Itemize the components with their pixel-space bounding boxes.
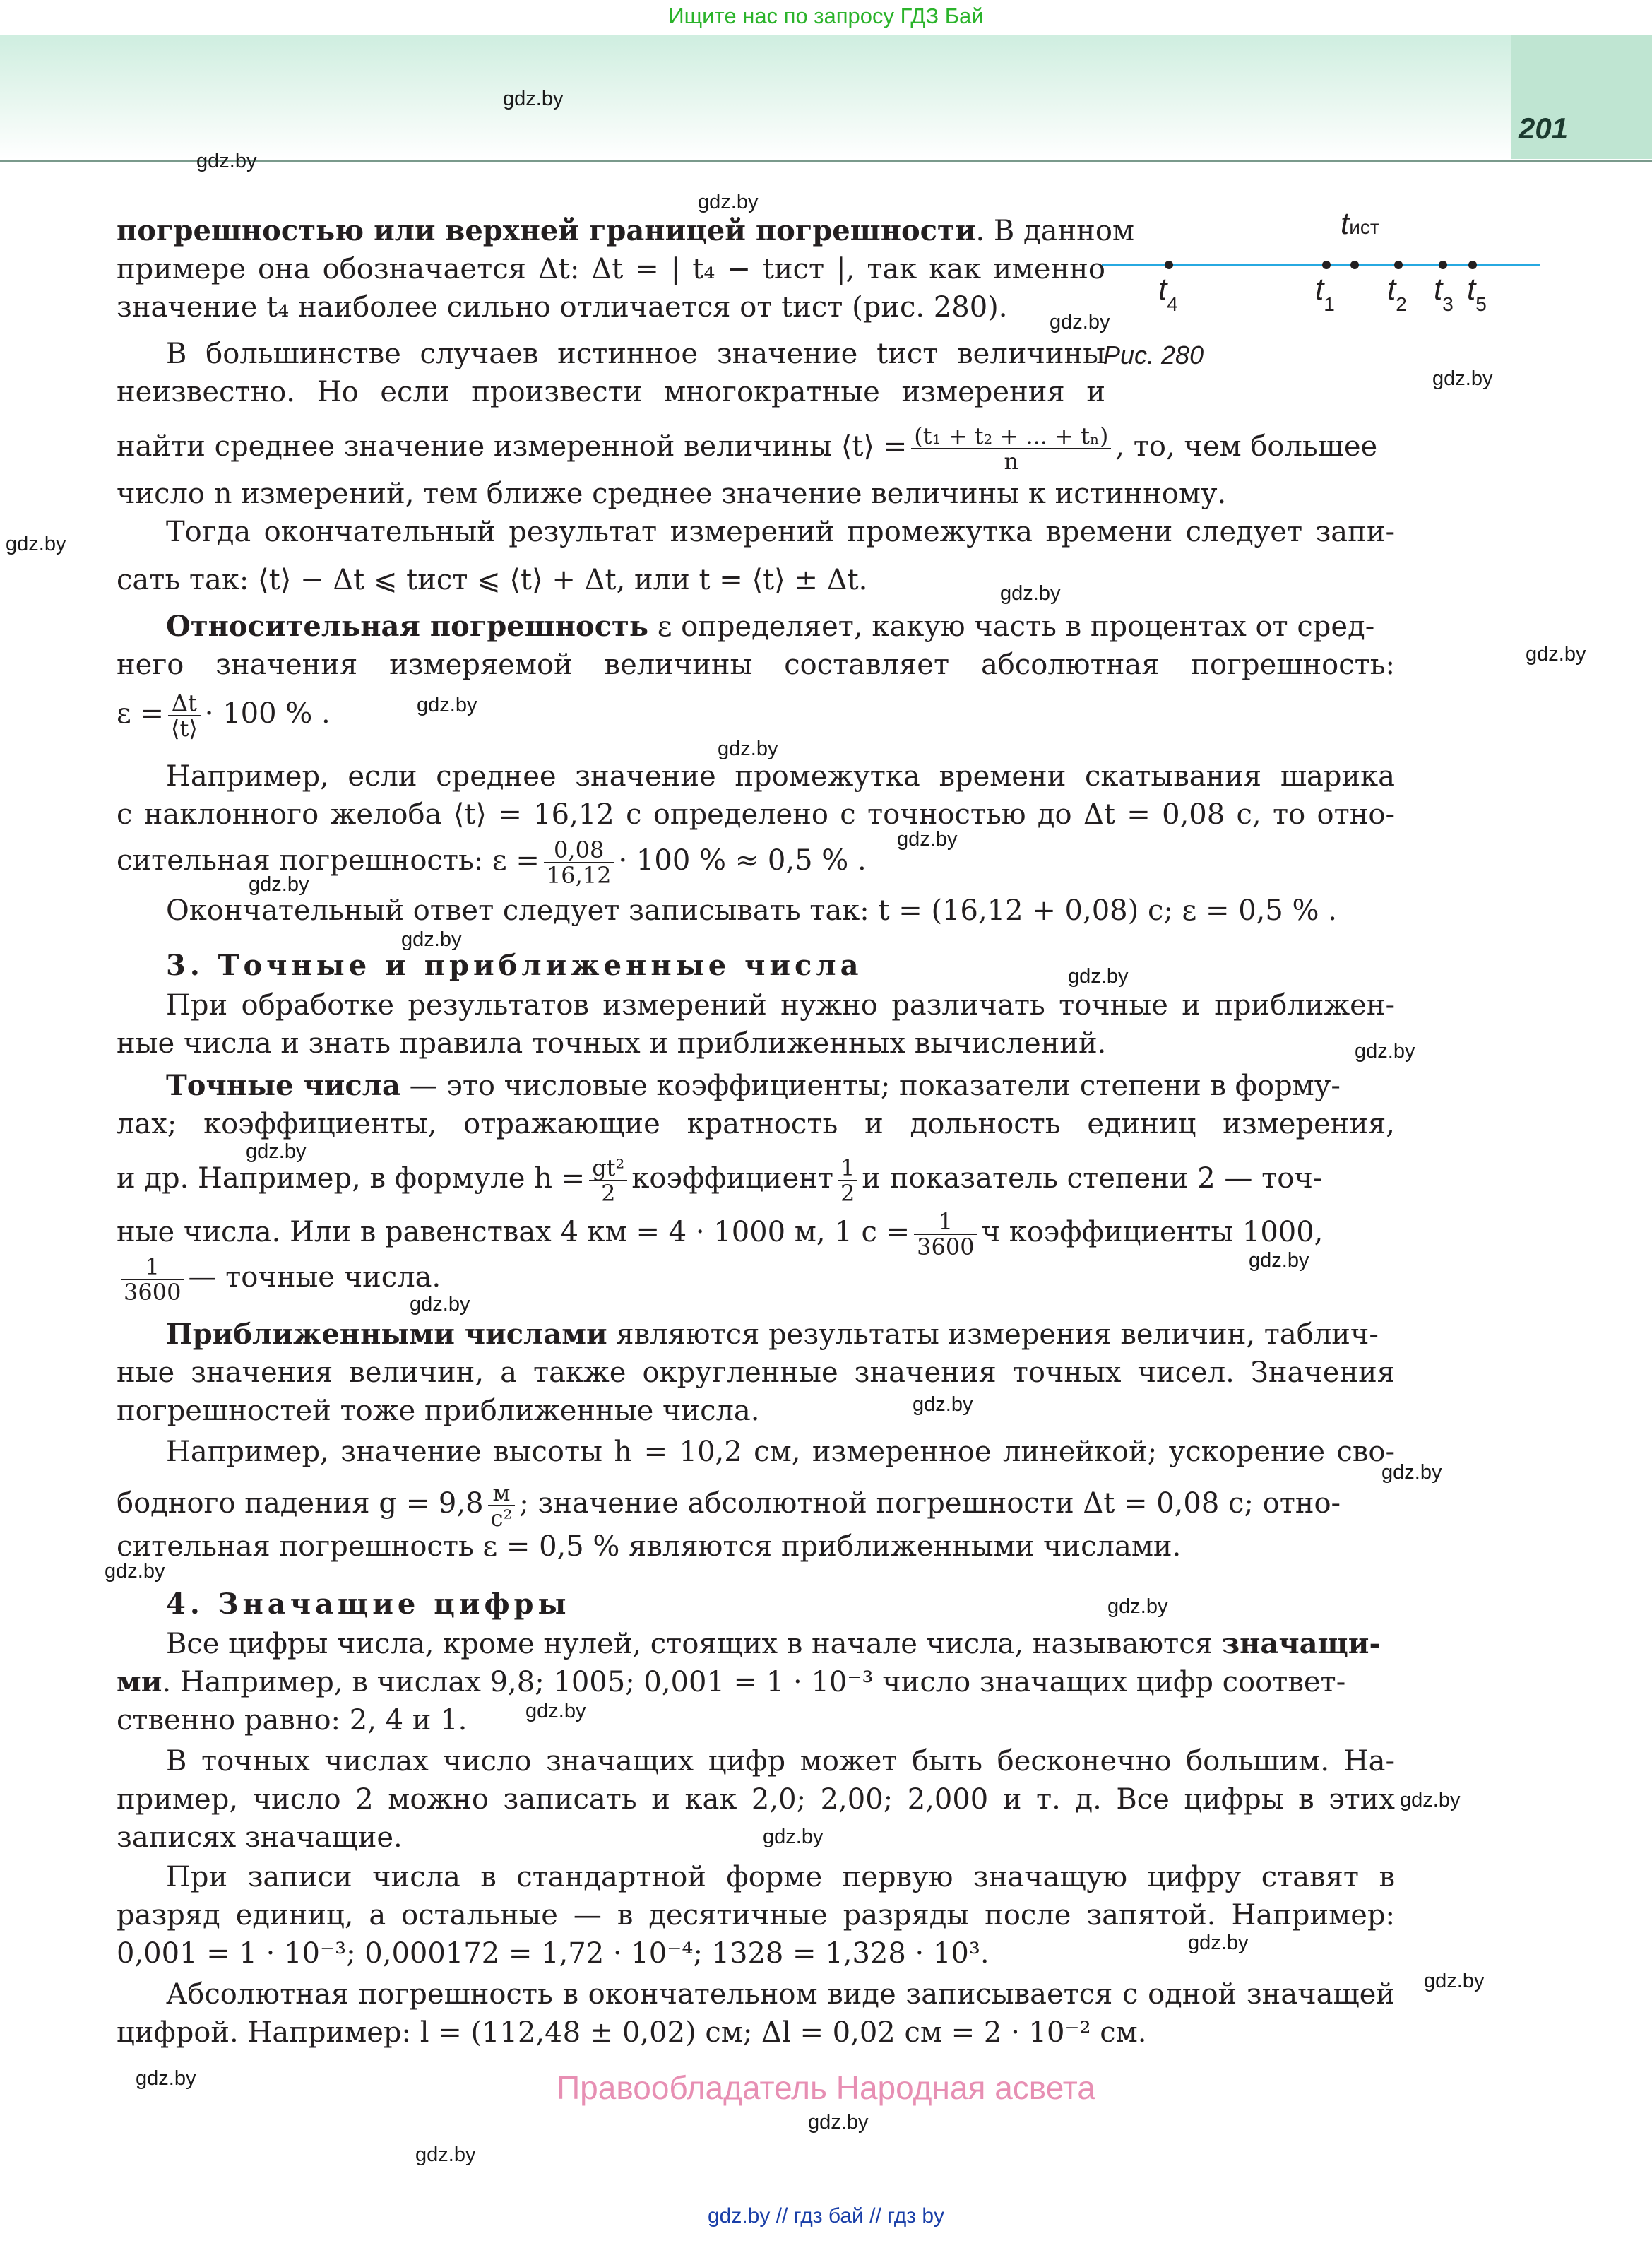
- p9-line3: погрешностей тоже приближенные числа.: [117, 1395, 760, 1427]
- watermark: gdz.by: [1432, 367, 1493, 390]
- watermark: gdz.by: [763, 1826, 824, 1848]
- p5-line3: сительная погрешность: ε = $\frac{0,08}{16,12}$ · 100 % ≈ 0,5 % .: [117, 836, 867, 889]
- point-t2: [1394, 261, 1403, 269]
- p3-line1: Тогда окончательный результат измерений промежутка времени следует запи-: [166, 516, 1395, 548]
- mean-fraction: $\frac{\text{(t₁ + t₂ + ... + tₙ)}}{n}$: [911, 424, 1111, 473]
- p4-line3: ε = $\frac{\Delta t}{⟨t⟩}$ · 100 % .: [117, 690, 331, 742]
- watermark: gdz.by: [196, 150, 257, 172]
- p12-line2: пример, число 2 можно записать и как 2,0; 2,00; 2,000 и т. д. Все цифры в этих: [117, 1783, 1395, 1816]
- p11-line3: ственно равно: 2, 4 и 1.: [117, 1704, 468, 1737]
- p11-line2: ми. Например, в числах 9,8; 1005; 0,001 = 1 · 10⁻³ число значащих цифр соответ-: [117, 1665, 1346, 1698]
- p9-line1: Приближенными числами являются результаты измерения величин, таблич-: [166, 1318, 1379, 1351]
- example-fraction: $\frac{0,08}{16,12}$: [544, 838, 614, 887]
- p2-line3: найти среднее значение измеренной величины ⟨t⟩ = $\frac{\text{(t₁ + t₂ + ... + tₙ)}}{n}$ , то, чем большее: [117, 422, 1378, 475]
- relative-error-fraction: $\frac{\Delta t}{⟨t⟩}$: [168, 691, 201, 740]
- section-4-heading: 4. Значащие цифры: [166, 1587, 571, 1621]
- formula-h-fraction: $\frac{\text{gt²}}{2}$: [589, 1156, 627, 1205]
- point-t4: [1165, 261, 1173, 269]
- page-number: 201: [1519, 112, 1569, 145]
- p8-line5: $\frac{1}{3600}$ — точные числа.: [117, 1255, 1395, 1304]
- p1-line2: примере она обозначается Δt: Δt = | t₄ − tист |, так как именно: [117, 253, 1105, 285]
- watermark: gdz.by: [1000, 582, 1061, 605]
- p5-line1: Например, если среднее значение промежутка времени скатывания шарика: [166, 760, 1395, 793]
- watermark: gdz.by: [136, 2067, 196, 2090]
- p7-line1: При обработке результатов измерений нужно различать точные и приближен-: [166, 989, 1395, 1022]
- point-t1: [1322, 261, 1331, 269]
- point-t5: [1468, 261, 1477, 269]
- section-3-heading: 3. Точные и приближенные числа: [166, 949, 863, 982]
- watermark: gdz.by: [1188, 1932, 1249, 1954]
- watermark: gdz.by: [1400, 1789, 1461, 1811]
- watermark: gdz.by: [6, 533, 66, 555]
- p8-line2: лах; коэффициенты, отражающие кратность и дольность единиц измерения,: [117, 1108, 1395, 1140]
- watermark: gdz.by: [1249, 1249, 1309, 1272]
- p14-line1: Абсолютная погрешность в окончательном виде записывается с одной значащей: [166, 1978, 1395, 2011]
- copyright-notice: Правообладатель Народная асвета: [557, 2069, 1095, 2106]
- p10-line2: бодного падения g = 9,8 $\frac{м}{\text{с²}}$ ; значение абсолютной погрешности Δt = 0,08 с; отно-: [117, 1479, 1341, 1532]
- watermark: gdz.by: [1424, 1970, 1485, 1992]
- watermark: gdz.by: [401, 928, 462, 951]
- p13-line2: разряд единиц, а остальные — в десятичные разряды после запятой. Например:: [117, 1899, 1395, 1932]
- p11-line1: Все цифры числа, кроме нулей, стоящих в начале числа, называются значащи-: [166, 1627, 1381, 1660]
- watermark: gdz.by: [897, 828, 958, 851]
- site-banner-text[interactable]: Ищите нас по запросу ГДЗ Бай: [668, 4, 984, 28]
- p3-line2: сать так: ⟨t⟩ − Δt ⩽ tист ⩽ ⟨t⟩ + Δt, или t = ⟨t⟩ ± Δt.: [117, 564, 868, 596]
- watermark: gdz.by: [417, 694, 477, 716]
- watermark: gdz.by: [525, 1700, 586, 1722]
- point-tist: [1350, 261, 1359, 269]
- watermark: gdz.by: [1381, 1461, 1442, 1484]
- watermark: gdz.by: [698, 191, 759, 213]
- p14-line2: цифрой. Например: l = (112,48 ± 0,02) см; Δl = 0,02 см = 2 · 10⁻² см.: [117, 2016, 1147, 2049]
- p6-line: Окончательный ответ следует записывать так: t = (16,12 + 0,08) с; ε = 0,5 % .: [166, 894, 1337, 927]
- p8-line3: и др. Например, в формуле h = $\frac{\text{gt²}}{2}$ коэффициент $\frac{1}{2}$ и показатель степени 2 — точ-: [117, 1154, 1323, 1207]
- watermark: gdz.by: [410, 1293, 470, 1315]
- watermark: gdz.by: [249, 873, 309, 896]
- p2-line1: В большинстве случаев истинное значение tист величины: [166, 338, 1105, 370]
- p1-line3: значение t₄ наиболее сильно отличается от tист (рис. 280).: [117, 291, 1008, 324]
- watermark: gdz.by: [718, 738, 778, 760]
- page-header: [0, 35, 1652, 159]
- p2-line2: неизвестно. Но если произвести многократные измерения и: [117, 376, 1105, 408]
- one-3600-fraction-a: $\frac{1}{3600}$: [914, 1210, 977, 1259]
- watermark: gdz.by: [1526, 643, 1586, 666]
- label-t-ist: tист: [1341, 206, 1379, 241]
- p4-line2: него значения измеряемой величины составляет абсолютная погрешность:: [117, 649, 1395, 681]
- p12-line1: В точных числах число значащих цифр может быть бесконечно большим. На-: [166, 1745, 1395, 1778]
- p1-line1: погрешностью или верхней границей погрешности. В данном: [117, 214, 1135, 247]
- p8-line1: Точные числа — это числовые коэффициенты; показатели степени в форму-: [166, 1069, 1341, 1102]
- p4-line1: Относительная погрешность ε определяет, какую часть в процентах от сред-: [166, 610, 1375, 643]
- watermark: gdz.by: [246, 1140, 307, 1163]
- p12-line3: записях значащие.: [117, 1821, 403, 1854]
- watermark: gdz.by: [415, 2144, 476, 2166]
- watermark: gdz.by: [1355, 1040, 1415, 1063]
- p10-line1: Например, значение высоты h = 10,2 см, измеренное линейкой; ускорение сво-: [166, 1436, 1395, 1468]
- p8-line4: ные числа. Или в равенствах 4 км = 4 · 1000 м, 1 с = $\frac{1}{3600}$ ч коэффициенты 1000,: [117, 1208, 1324, 1260]
- label-t5: t5: [1467, 272, 1487, 315]
- p7-line2: ные числа и знать правила точных и приближенных вычислений.: [117, 1027, 1107, 1060]
- point-t3: [1439, 261, 1447, 269]
- label-t1: t1: [1315, 272, 1335, 315]
- watermark: gdz.by: [1068, 965, 1129, 988]
- watermark: gdz.by: [913, 1393, 973, 1416]
- p2-line4: число n измерений, тем ближе среднее значение величины к истинному.: [117, 478, 1227, 510]
- one-3600-fraction-b: $\frac{1}{3600}$: [121, 1255, 184, 1304]
- watermark: gdz.by: [808, 2111, 869, 2134]
- label-t2: t2: [1387, 272, 1407, 315]
- footer-links[interactable]: gdz.by // гдз бай // гдз by: [707, 2204, 945, 2228]
- label-t4: t4: [1158, 272, 1178, 315]
- watermark: gdz.by: [1050, 311, 1110, 333]
- unit-fraction: $\frac{м}{\text{с²}}$: [488, 1481, 516, 1530]
- p10-line3: сительная погрешность ε = 0,5 % являются приближенными числами.: [117, 1530, 1182, 1563]
- watermark: gdz.by: [105, 1560, 165, 1583]
- one-half-fraction: $\frac{1}{2}$: [838, 1156, 857, 1205]
- p9-line2: ные значения величин, а также округленные значения точных чисел. Значения: [117, 1356, 1395, 1389]
- label-t3: t3: [1434, 272, 1454, 315]
- p5-line2: с наклонного желоба ⟨t⟩ = 16,12 с определено с точностью до Δt = 0,08 с, то отно-: [117, 798, 1395, 831]
- figure-caption: Рис. 280: [1103, 341, 1204, 369]
- p13-line3: 0,001 = 1 · 10⁻³; 0,000172 = 1,72 · 10⁻⁴; 1328 = 1,328 · 10³.: [117, 1937, 990, 1970]
- watermark: gdz.by: [503, 88, 564, 110]
- p13-line1: При записи числа в стандартной форме первую значащую цифру ставят в: [166, 1861, 1395, 1893]
- watermark: gdz.by: [1107, 1595, 1168, 1618]
